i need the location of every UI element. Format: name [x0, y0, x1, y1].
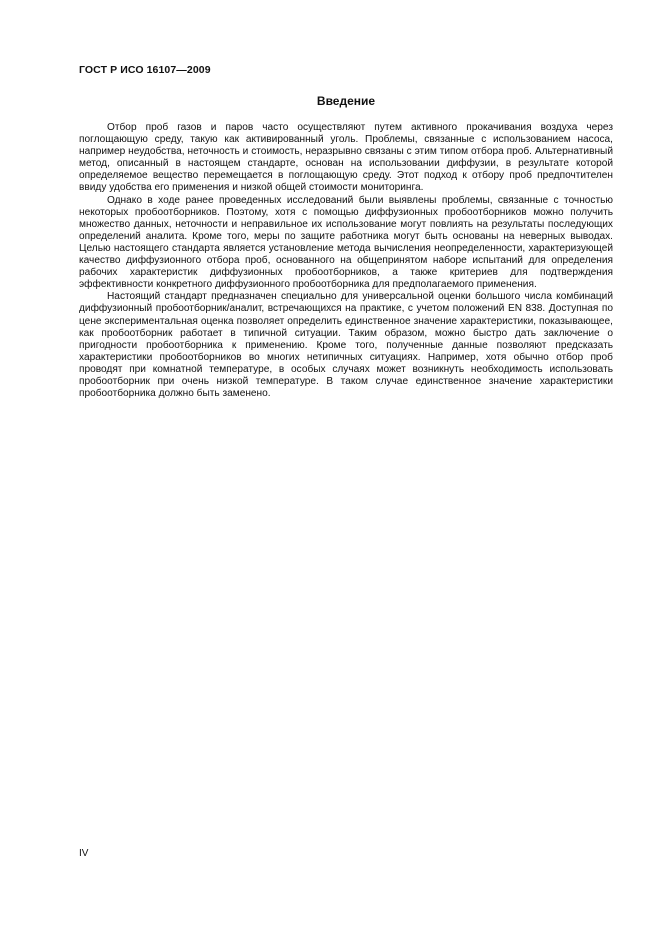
paragraph-3: Настоящий стандарт предназначен специально для универсальной оценки большого числа комбинаций диффузионный пробоотборник/аналит, встречающихся на практике, с учетом положений EN 838. Доступная по цене экспериментальная оценка позволяет определить единственное значение характеристики, показывающее, как пробоотборник работает в типичной ситуации. Таким образом, можно быстро дать заключение о пригодности пробоотборника к применению. Кроме того, полученные данные позволяют предсказать характеристики пробоотборников во многих нетипичных ситуациях. Например, хотя обычно отбор проб проводят при комнатной температуре, в особых случаях может возникнуть необходимость использовать пробоотборник при очень низкой температуре. В таком случае единственное значение характеристики пробоотборника должно быть заменено. [79, 291, 613, 400]
paragraph-1: Отбор проб газов и паров часто осуществляют путем активного прокачивания воздуха через поглощающую среду, такую как активированный уголь. Проблемы, связанные с использованием насоса, например неудобства, неточность и стоимость, неразрывно связаны с этим типом отбора проб. Альтернативный метод, описанный в настоящем стандарте, основан на использовании диффузии, в результате которой определяемое вещество перемещается в поглощающую среду. Этот подход к отбору проб предпочтителен ввиду удобства его применения и низкой общей стоимости мониторинга. [79, 122, 613, 194]
paragraph-2: Однако в ходе ранее проведенных исследований были выявлены проблемы, связанные с точностью некоторых пробоотборников. Поэтому, хотя с помощью диффузионных пробоотборников можно получить множество данных, неточности и неправильное их использование могут повлиять на результаты последующих определений аналита. Кроме того, меры по защите работника могут быть основаны на неверных выводах. Целью настоящего стандарта является установление метода вычисления неопределенности, характеризующей качество диффузионного отбора проб, основанного на общепринятом наборе испытаний для определения рабочих характеристик диффузионных пробоотборников, а также критериев для подтверждения эффективности конкретного диффузионного пробоотборника для предполагаемого применения. [79, 194, 613, 291]
page-number: IV [79, 848, 89, 859]
section-title: Введение [316, 94, 376, 108]
document-header: ГОСТ Р ИСО 16107—2009 [79, 64, 211, 76]
body-text [79, 122, 613, 400]
